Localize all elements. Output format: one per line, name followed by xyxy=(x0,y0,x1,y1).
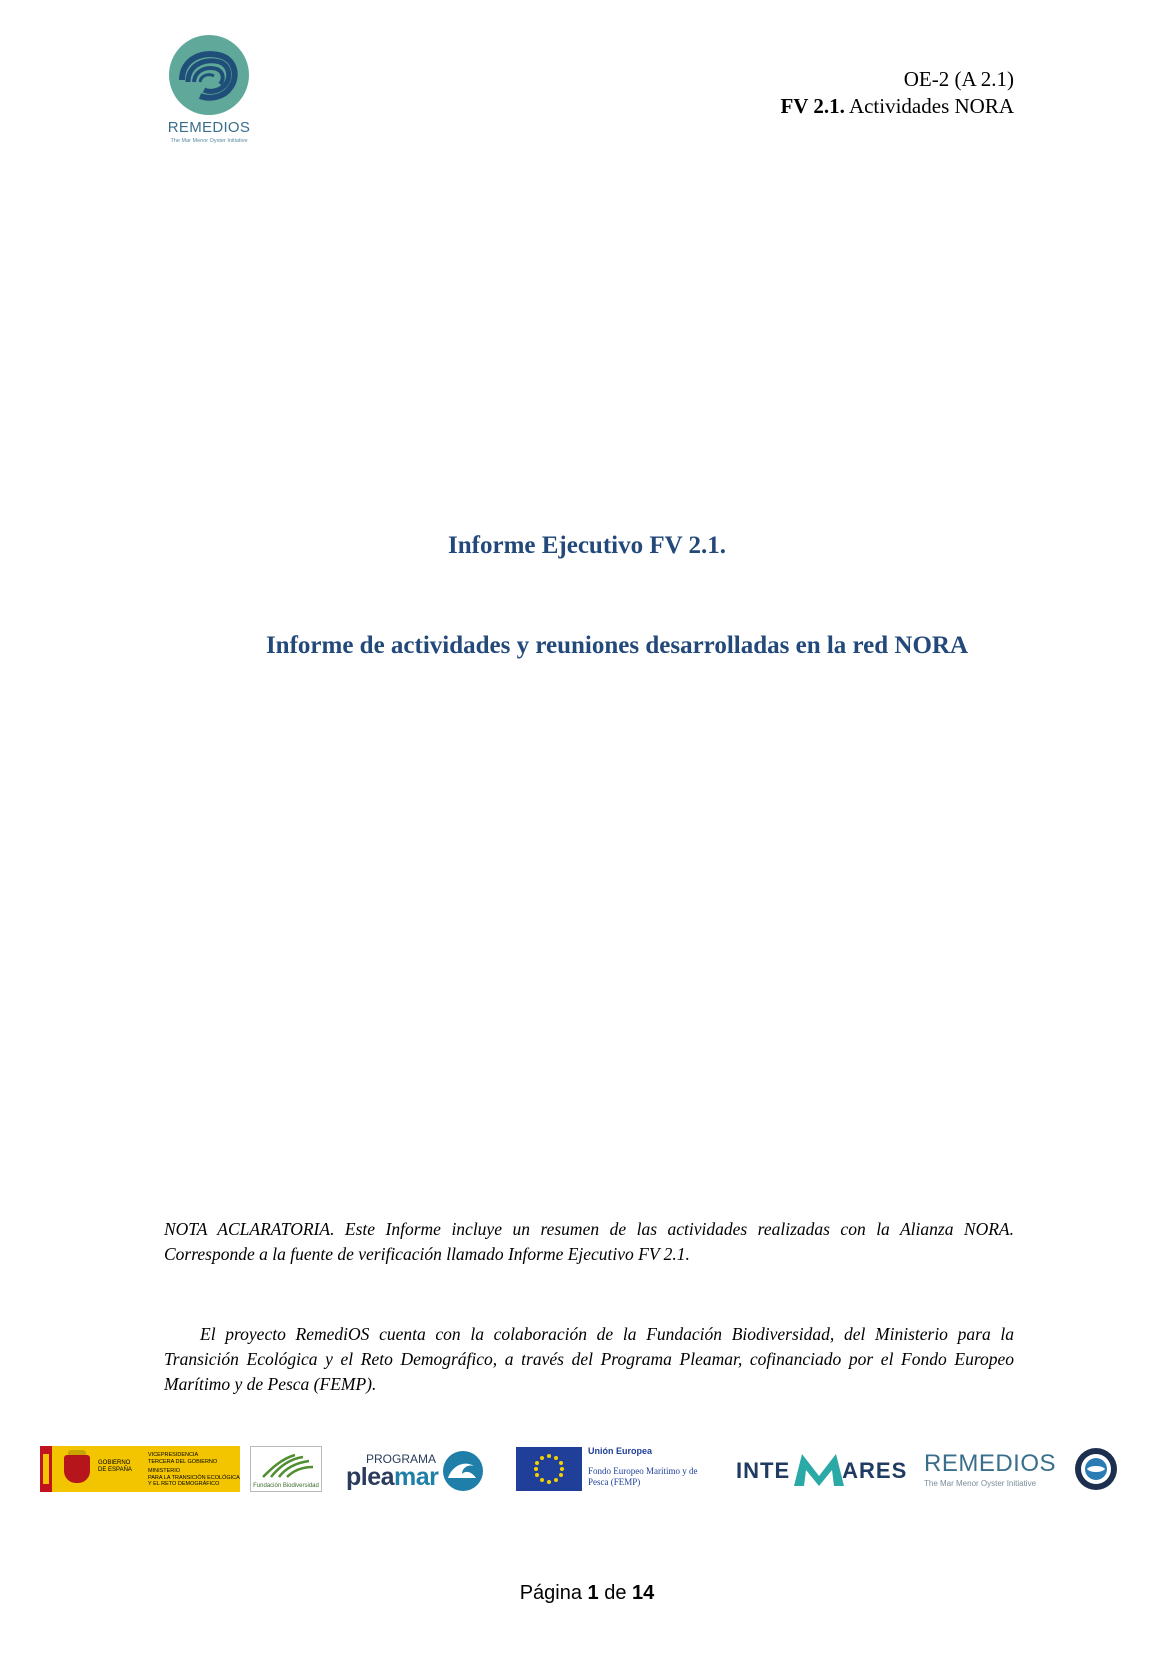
subtitle-bold: FV 2.1. xyxy=(780,94,845,118)
remedios-tagline: The Mar Menor Oyster Initiative xyxy=(924,1479,1037,1488)
institution-seal-icon xyxy=(1074,1447,1118,1491)
intemares-logo xyxy=(736,1446,916,1494)
logo-tagline: The Mar Menor Oyster Initiative xyxy=(170,138,248,144)
oyster-shell-icon xyxy=(164,30,254,120)
sponsor-logos xyxy=(40,1446,1140,1501)
funding-credit: El proyecto RemediOS cuenta con la colaboración de la Fundación Biodiversidad, del Ministerio para la Transición Ecológica y el Reto Demográfico, a través del Programa Pleamar, cofinanciado por el Fondo Europeo Marítimo y de Pesca (FEMP). xyxy=(164,1324,1014,1394)
gobierno-text: GOBIERNO DE ESPAÑA xyxy=(98,1460,132,1473)
page-label: Página xyxy=(519,1582,582,1604)
grass-icon xyxy=(251,1447,321,1481)
remedios-brand: REMEDIOS xyxy=(924,1450,1057,1477)
pleamar-small: PROGRAMA xyxy=(366,1452,437,1466)
ue-fund: Fondo Europeo Marítimo y de Pesca (FEMP) xyxy=(588,1466,698,1487)
nota-aclaratoria: NOTA ACLARATORIA. Este Informe incluye un resumen de las actividades realizadas con la Alianza NORA. Corresponde a la fuente de verificación llamado Informe Ejecutivo FV 2.1. xyxy=(164,1219,1014,1264)
logo-brand: REMEDIOS xyxy=(167,119,251,136)
ministerio-text: VICEPRESIDENCIA TERCERA DEL GOBIERNO MINISTERIO PARA LA TRANSICIÓN ECOLÓGICA Y EL RETO DEMOGRÁFICO xyxy=(148,1452,240,1487)
fundacion-biodiversidad-logo xyxy=(250,1446,322,1492)
page-current: 1 xyxy=(587,1582,599,1604)
eu-flag-icon xyxy=(516,1447,582,1491)
page-total: 14 xyxy=(632,1582,655,1604)
document-code: OE-2 (A 2.1) xyxy=(903,67,1014,91)
pleamar-big: pleamar xyxy=(346,1463,439,1491)
sub-title: Informe de actividades y reuniones desarrolladas en la red NORA xyxy=(265,632,969,659)
main-title: Informe Ejecutivo FV 2.1. xyxy=(448,532,726,559)
document-subtitle xyxy=(780,93,1014,120)
wave-icon xyxy=(442,1450,484,1492)
intemares-text: INTE ARES xyxy=(736,1458,908,1483)
gobierno-espana-logo xyxy=(40,1446,240,1492)
pleamar-logo xyxy=(346,1446,486,1494)
page-footer xyxy=(0,1582,1174,1605)
intemares-wave-icon xyxy=(792,1448,846,1490)
remedios-footer-logo xyxy=(924,1446,1124,1494)
coat-of-arms-icon xyxy=(64,1455,90,1483)
fundacion-text: Fundación Biodiversidad xyxy=(253,1483,319,1489)
remedios-logo xyxy=(164,30,254,150)
union-europea-logo xyxy=(516,1446,716,1494)
ue-title: Unión Europea xyxy=(588,1446,653,1456)
page-sep: de xyxy=(604,1582,627,1604)
subtitle-rest: Actividades NORA xyxy=(848,94,1014,118)
document-header xyxy=(780,66,1014,120)
